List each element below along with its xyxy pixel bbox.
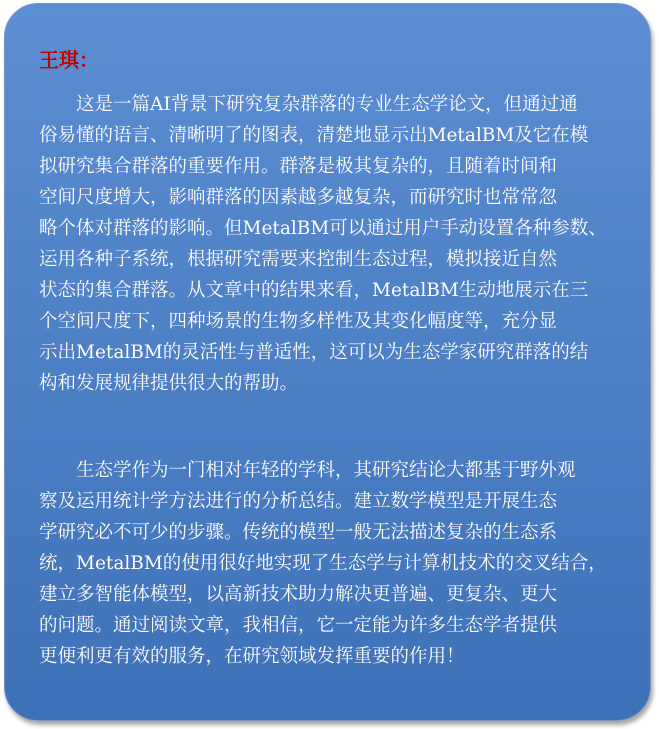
paragraph-1	[39, 89, 607, 399]
text-line: 拟研究集合群落的重要作用。群落是极其复杂的，且随着时间和	[39, 156, 558, 177]
text-line: 个空间尺度下，四种场景的生物多样性及其变化幅度等，充分显	[39, 311, 558, 332]
text-line: 建立多智能体模型，以高新技术助力解决更普遍、更复杂、更大	[39, 584, 558, 605]
text-line: 生态学作为一门相对年轻的学科，其研究结论大都基于野外观	[39, 460, 576, 481]
text-line: 状态的集合群落。从文章中的结果来看，MetalBM生动地展示在三	[39, 280, 589, 301]
text-line: 的问题。通过阅读文章，我相信，它一定能为许多生态学者提供	[39, 615, 558, 636]
text-line: 这是一篇AI背景下研究复杂群落的专业生态学论文，但通过通	[39, 94, 578, 115]
text-line: 察及运用统计学方法进行的分析总结。建立数学模型是开展生态	[39, 491, 558, 512]
text-line: 更便利更有效的服务，在研究领域发挥重要的作用！	[39, 646, 465, 667]
text-line: 俗易懂的语言、清晰明了的图表，清楚地显示出MetalBM及它在模	[39, 125, 589, 146]
text-line: 空间尺度增大，影响群落的因素越多越复杂，而研究时也常常忽	[39, 187, 558, 208]
comment-card	[4, 3, 651, 721]
author-name: 王琪：	[39, 48, 99, 72]
paragraph-2	[39, 455, 607, 672]
text-line: 示出MetalBM的灵活性与普适性，这可以为生态学家研究群落的结	[39, 342, 589, 363]
text-line: 统，MetalBM的使用很好地实现了生态学与计算机技术的交叉结合，	[39, 553, 607, 574]
text-line: 学研究必不可少的步骤。传统的模型一般无法描述复杂的生态系	[39, 522, 558, 543]
text-line: 构和发展规律提供很大的帮助。	[39, 373, 299, 394]
text-line: 略个体对群落的影响。但MetalBM可以通过用户手动设置各种参数、	[39, 218, 607, 239]
text-line: 运用各种子系统，根据研究需要来控制生态过程，模拟接近自然	[39, 249, 558, 270]
